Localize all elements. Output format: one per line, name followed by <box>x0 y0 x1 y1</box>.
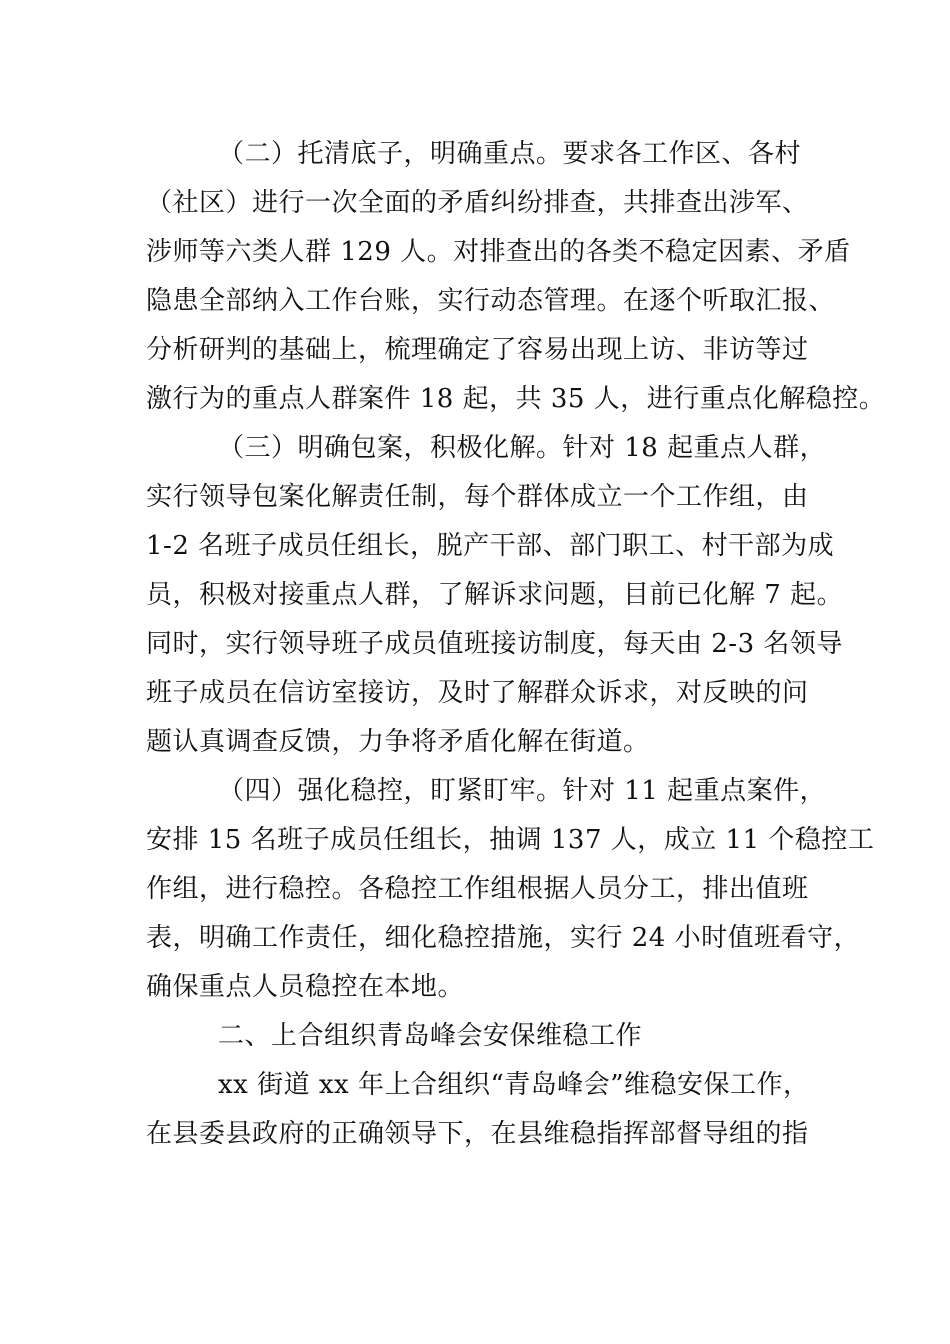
text-line: 员，积极对接重点人群，了解诉求问题，目前已化解 7 起。 <box>146 580 844 610</box>
text-line: 在县委县政府的正确领导下，在县维稳指挥部督导组的指 <box>146 1119 809 1149</box>
text-line: 同时，实行领导班子成员值班接访制度，每天由 2-3 名领导 <box>146 629 843 659</box>
text-line: （二）托清底子，明确重点。要求各工作区、各村 <box>218 139 802 169</box>
text-line: 1-2 名班子成员任组长，脱产干部、部门职工、村干部为成 <box>146 531 835 561</box>
text-line: 作组，进行稳控。各稳控工作组根据人员分工，排出值班 <box>146 874 809 904</box>
text-line: 实行领导包案化解责任制，每个群体成立一个工作组，由 <box>146 482 809 512</box>
text-line: （四）强化稳控，盯紧盯牢。针对 11 起重点案件， <box>218 776 827 806</box>
text-line: （社区）进行一次全面的矛盾纠纷排查，共排查出涉军、 <box>146 188 809 218</box>
document-body <box>146 130 886 1159</box>
text-line: 激行为的重点人群案件 18 起，共 35 人，进行重点化解稳控。 <box>146 384 886 414</box>
text-line: xx 街道 xx 年上合组织“青岛峰会”维稳安保工作， <box>218 1070 810 1100</box>
text-line: 班子成员在信访室接访，及时了解群众诉求，对反映的问 <box>146 678 809 708</box>
text-line: 分析研判的基础上，梳理确定了容易出现上访、非访等过 <box>146 335 809 365</box>
text-line: 表，明确工作责任，细化稳控措施，实行 24 小时值班看守， <box>146 923 861 953</box>
text-line: 题认真调查反馈，力争将矛盾化解在街道。 <box>146 727 650 757</box>
text-line: 二、上合组织青岛峰会安保维稳工作 <box>218 1021 643 1051</box>
text-line: 确保重点人员稳控在本地。 <box>146 972 465 1002</box>
text-line: 涉师等六类人群 129 人。对排查出的各类不稳定因素、矛盾 <box>146 237 851 267</box>
text-line: （三）明确包案，积极化解。针对 18 起重点人群， <box>218 433 827 463</box>
text-line: 隐患全部纳入工作台账，实行动态管理。在逐个听取汇报、 <box>146 286 836 316</box>
text-line: 安排 15 名班子成员任组长，抽调 137 人，成立 11 个稳控工 <box>146 825 875 855</box>
